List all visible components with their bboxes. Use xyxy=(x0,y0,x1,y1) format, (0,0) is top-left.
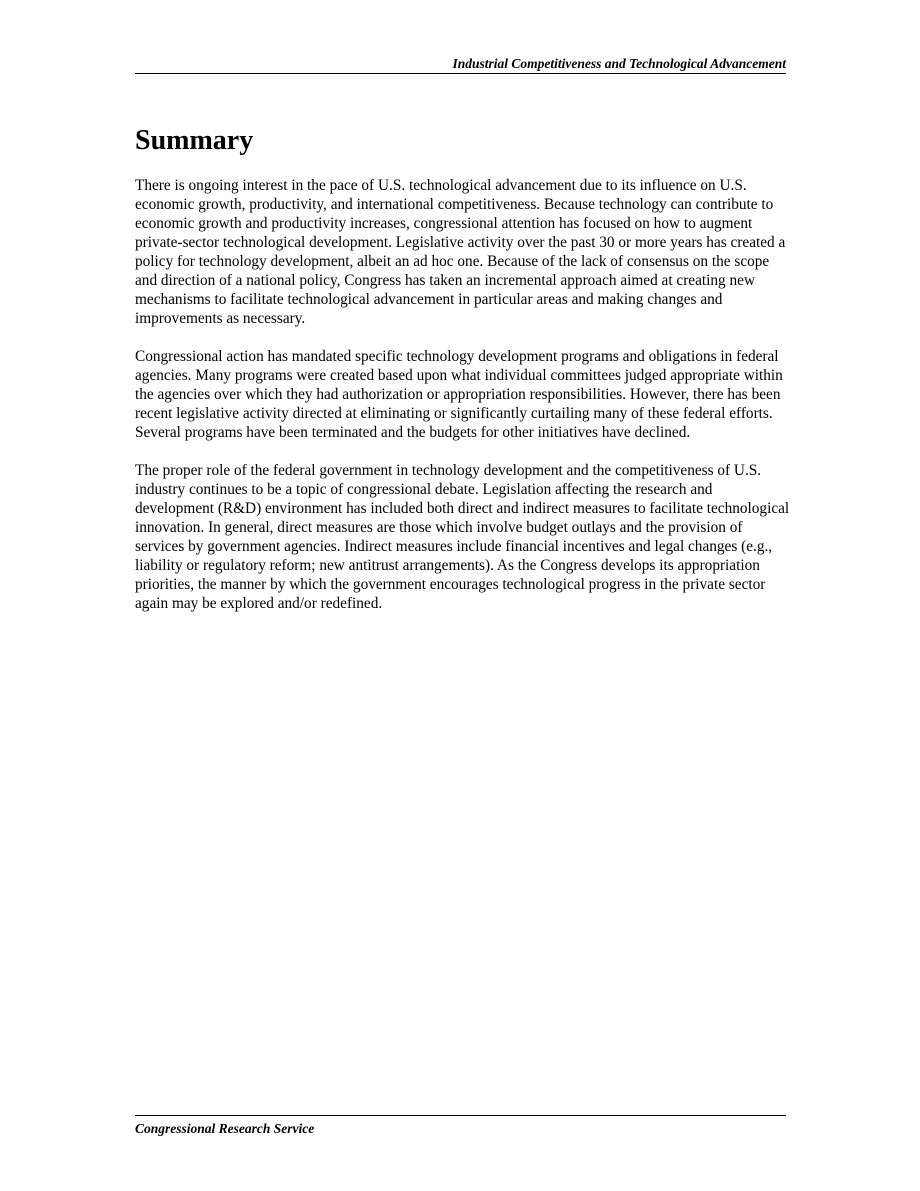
summary-body xyxy=(135,176,795,632)
summary-paragraph-3: The proper role of the federal government in technology development and the competitiveness of U.S. industry continues to be a topic of congressional debate. Legislation affecting the research and development (R&D) environment has included both direct and indirect measures to facilitate technological innovation. In general, direct measures are those which involve budget outlays and the provision of services by government agencies. Indirect measures include financial incentives and legal changes (e.g., liability or regulatory reform; new antitrust arrangements). As the Congress develops its appropriation priorities, the manner by which the government encourages technological progress in the private sector again may be explored and/or redefined. xyxy=(135,462,790,612)
footer-organization: Congressional Research Service xyxy=(135,1121,315,1136)
running-header xyxy=(135,56,786,74)
page-title: Summary xyxy=(135,125,254,156)
summary-paragraph-2: Congressional action has mandated specific technology development programs and obligations in federal agencies. Many programs were created based upon what individual committees judged appropriate within the agencies over which they had authorization or appropriation responsibilities. However, there has been recent legislative activity directed at eliminating or significantly curtailing many of these federal efforts. Several programs have been terminated and the budgets for other initiatives have declined. xyxy=(135,348,783,441)
running-header-title: Industrial Competitiveness and Technological Advancement xyxy=(452,56,786,71)
running-footer xyxy=(135,1115,786,1137)
summary-paragraph-1: There is ongoing interest in the pace of U.S. technological advancement due to its influence on U.S. economic growth, productivity, and international competitiveness. Because technology can contribute to economic growth and productivity increases, congressional attention has focused on how to augment private-sector technological development. Legislative activity over the past 30 or more years has created a policy for technology development, albeit an ad hoc one. Because of the lack of consensus on the scope and direction of a national policy, Congress has taken an incremental approach aimed at creating new mechanisms to facilitate technological advancement in particular areas and making changes and improvements as necessary. xyxy=(135,177,786,327)
